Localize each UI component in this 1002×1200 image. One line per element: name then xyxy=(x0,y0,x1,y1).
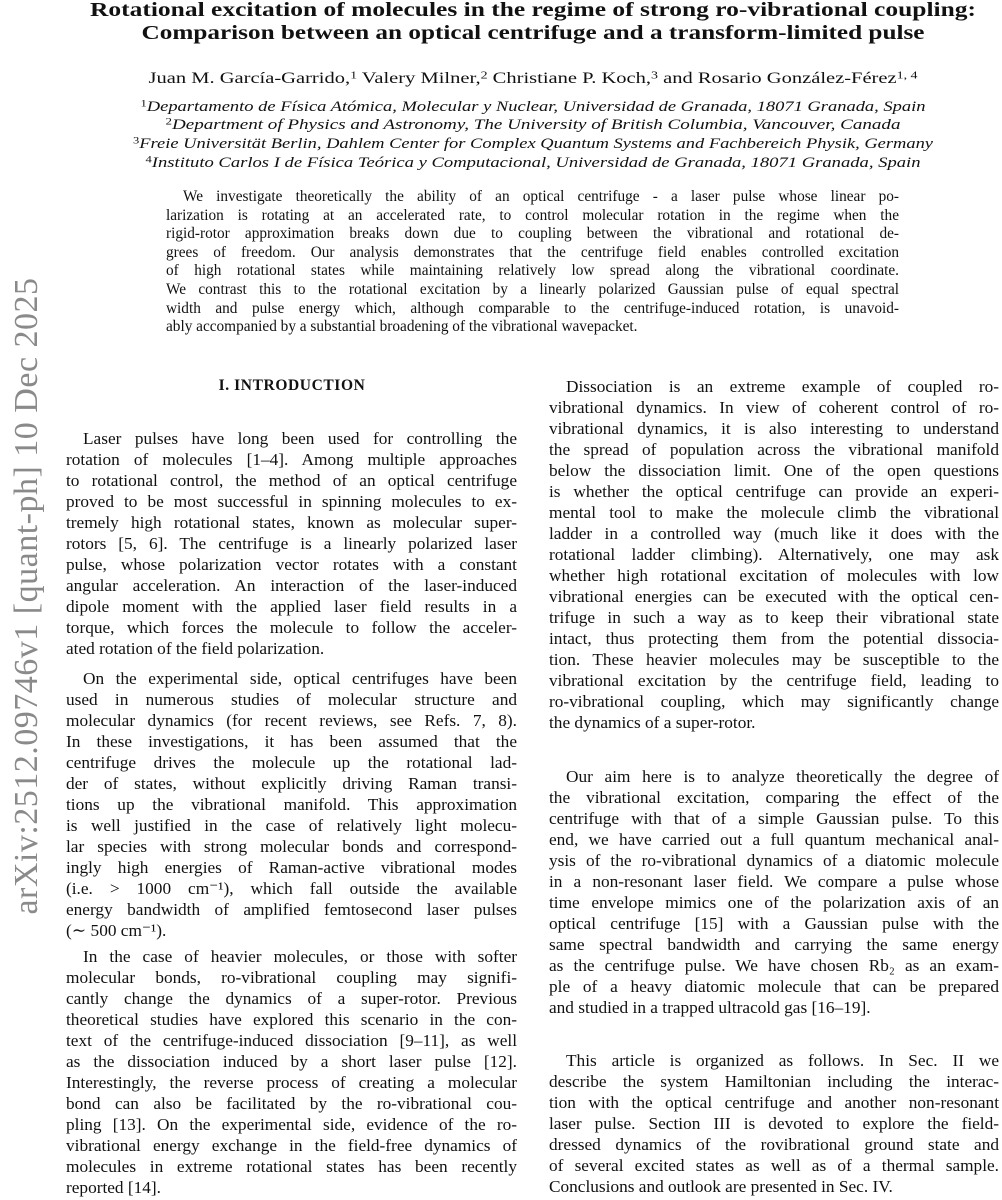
paragraph xyxy=(66,946,517,1198)
text-line: vibrational dynamics. In view of coherent control of ro- xyxy=(549,398,999,417)
affiliation xyxy=(140,98,926,116)
text-line: Laser pulses have long been used for controlling the xyxy=(83,429,517,448)
arxiv-identifier-stamp: arXiv:2512.09746v1 [quant-ph] 10 Dec 2025 xyxy=(8,277,45,915)
affiliation-number: 4 xyxy=(145,154,152,166)
text-line: Interestingly, the reverse process of creating a molecular xyxy=(66,1073,517,1092)
paragraph xyxy=(549,376,999,733)
text-line: time envelope mimics one of the polarization axis of an xyxy=(549,893,999,912)
text-line: Dissociation is an extreme example of coupled ro- xyxy=(566,377,999,396)
affiliation-number: 2 xyxy=(165,116,172,128)
text-line: is whether the optical centrifuge can provide an experi- xyxy=(549,482,999,501)
text-line: end, we have carried out a full quantum mechanical anal- xyxy=(549,830,999,849)
text-line: tremely high rotational states, known as molecular super- xyxy=(66,513,517,532)
text-line: as the dissociation induced by a short laser pulse [12]. xyxy=(66,1052,517,1071)
text-line: On the experimental side, optical centrifuges have been xyxy=(83,669,517,688)
text-line: centrifuge with that of a simple Gaussian pulse. To this xyxy=(549,809,999,828)
text-line: dressed dynamics of the rovibrational ground state and xyxy=(549,1135,999,1154)
paper-title-line-1 xyxy=(90,0,976,22)
text-line: In the case of heavier molecules, or those with softer xyxy=(83,947,517,966)
text-line: lar species with strong molecular bonds and correspond- xyxy=(66,837,517,856)
text-line: molecular dynamics (for recent reviews, see Refs. 7, 8). xyxy=(66,711,517,730)
text-line: text of the centrifuge-induced dissociation [9–11], as well xyxy=(66,1031,517,1050)
affiliation-text xyxy=(146,155,921,172)
text-line: as the centrifuge pulse. We have chosen Rb₂ as an exam- xyxy=(549,956,999,975)
text-line: in a non-resonant laser field. We compare a pulse whose xyxy=(549,872,999,891)
paragraph xyxy=(66,668,517,941)
affiliation-number: 3 xyxy=(133,135,140,147)
text-line: bond can also be facilitated by the ro-vibrational cou- xyxy=(66,1094,517,1113)
text-line: proved to be most successful in spinning molecules to ex- xyxy=(66,492,517,511)
affiliation-name: Freie Universität Berlin, Dahlem Center for Complex Quantum Systems and Fachbereich Physik, Germany xyxy=(139,136,933,152)
paragraph xyxy=(66,428,517,659)
text-line: larization is rotating at an accelerated rate, to control molecular rotation in the regime when the xyxy=(166,206,899,224)
text-line: rotational ladder climbing). Alternatively, one may ask xyxy=(549,545,999,564)
text-line: of several excited states as well as of a thermal sample. xyxy=(549,1156,999,1175)
text-line: of high rotational states while maintaining relatively low spread along the vibrational coordinate. xyxy=(166,262,899,280)
author-affiliation-mark: 1 xyxy=(350,70,358,82)
authors-text xyxy=(149,70,918,88)
affiliation xyxy=(133,135,933,153)
text-line: energy bandwidth of amplified femtosecond laser pulses xyxy=(66,900,517,919)
text-line: Our aim here is to analyze theoretically the degree of xyxy=(566,767,999,786)
author-affiliation-mark: 1, 4 xyxy=(896,70,918,82)
author-name: Christiane P. Koch, xyxy=(487,70,652,87)
text-line: Conclusions and outlook are presented in Sec. IV. xyxy=(549,1177,893,1196)
paragraph xyxy=(549,1050,999,1197)
text-line: angular acceleration. An interaction of the laser-induced xyxy=(66,576,517,595)
text-line: vibrational energy exchange in the field-free dynamics of xyxy=(66,1136,517,1155)
paragraph xyxy=(549,766,999,1018)
text-line: trifuge in such a way as to keep their vibrational state xyxy=(549,608,999,627)
text-line: ably accompanied by a substantial broadening of the vibrational wavepacket. xyxy=(166,318,638,336)
text-line: tions up the vibrational manifold. This approximation xyxy=(66,795,517,814)
affiliation-name: Departamento de Física Atómica, Molecular y Nuclear, Universidad de Granada, 18071 Granada, Spain xyxy=(146,99,926,115)
text-line: pulse, whose polarization vector rotates with a constant xyxy=(66,555,517,574)
paper-title-line-2 xyxy=(141,22,925,45)
affiliation-name: Instituto Carlos I de Física Teórica y Computacional, Universidad de Granada, 18071 Granada, Spain xyxy=(151,155,921,171)
text-line: reported [14]. xyxy=(66,1178,162,1197)
text-line: molecules in extreme rotational states has been recently xyxy=(66,1157,517,1176)
author-affiliation-mark: 2 xyxy=(480,70,488,82)
text-line: rotors [5, 6]. The centrifuge is a linearly polarized laser xyxy=(66,534,517,553)
paper-subtitle: Comparison between an optical centrifuge and a transform-limited pulse xyxy=(141,22,925,44)
affiliation xyxy=(165,116,901,134)
text-line: vibrational energies can be executed with the optical cen- xyxy=(549,587,999,606)
text-line: We contrast this to the rotational excitation by a linearly polarized Gaussian pulse of equal spectral xyxy=(166,280,899,298)
text-line: ro-vibrational coupling, which may significantly change xyxy=(549,692,999,711)
text-line: below the dissociation limit. One of the open questions xyxy=(549,461,999,480)
text-line: ladder in a controlled way (much like it does with the xyxy=(549,524,999,543)
text-line: der of states, without explicitly driving Raman transi- xyxy=(66,774,517,793)
text-line: the dynamics of a super-rotor. xyxy=(549,713,756,732)
text-line: to rotational control, the method of an optical centrifuge xyxy=(66,471,517,490)
text-line: same spectral bandwidth and carrying the same energy xyxy=(549,935,999,954)
text-line: and studied in a trapped ultracold gas [16–19]. xyxy=(549,998,871,1017)
affiliation-text xyxy=(133,136,933,153)
affiliation-number: 1 xyxy=(140,98,147,110)
text-line: tion. These heavier molecules may be susceptible to the xyxy=(549,650,999,669)
text-line: intact, thus protecting them from the potential dissocia- xyxy=(549,629,999,648)
affiliation-text xyxy=(166,117,901,134)
left-column xyxy=(66,428,517,1198)
author-affiliation-mark: 3 xyxy=(651,70,659,82)
text-line: This article is organized as follows. In Sec. II we xyxy=(566,1051,999,1070)
text-line: molecular bonds, ro-vibrational coupling may signifi- xyxy=(66,968,517,987)
text-line: cantly change the dynamics of a super-rotor. Previous xyxy=(66,989,517,1008)
text-line: vibrational dynamics, it is also interesting to understand xyxy=(549,419,999,438)
affiliation xyxy=(145,154,921,172)
text-line: dipole moment with the applied laser field results in a xyxy=(66,597,517,616)
author-name: Juan M. García-Garrido, xyxy=(148,70,351,87)
text-line: centrifuge drives the molecule up the rotational lad- xyxy=(66,753,517,772)
paper-title: Rotational excitation of molecules in the regime of strong ro-vibrational coupling: xyxy=(90,0,976,21)
text-line: is well justified in the case of relatively light molecu- xyxy=(66,816,517,835)
text-line: (∼ 500 cm⁻¹). xyxy=(66,921,167,940)
text-line: ingly high energies of Raman-active vibrational modes xyxy=(66,858,517,877)
text-line: ated rotation of the field polarization. xyxy=(66,639,325,658)
text-line: laser pulse. Section III is devoted to explore the field- xyxy=(549,1114,999,1133)
text-line: We investigate theoretically the ability of an optical centrifuge - a laser pulse whose linear po- xyxy=(183,188,899,205)
author-name: and Rosario González-Férez xyxy=(658,70,897,87)
text-line: pling [13]. On the experimental side, evidence of the ro- xyxy=(66,1115,517,1134)
text-line: the spread of population across the vibrational manifold xyxy=(549,440,999,459)
text-line: the vibrational excitation, comparing the effect of the xyxy=(549,788,999,807)
text-line: describe the system Hamiltonian including the interac- xyxy=(549,1072,999,1091)
text-line: used in numerous studies of molecular structure and xyxy=(66,690,517,709)
affiliation-text xyxy=(141,99,926,116)
text-line: (i.e. > 1000 cm⁻¹), which fall outside the available xyxy=(66,879,517,898)
author-list xyxy=(148,70,918,88)
text-line: theoretical studies have explored this scenario in the con- xyxy=(66,1010,517,1029)
text-line: rotation of molecules [1–4]. Among multiple approaches xyxy=(66,450,517,469)
abstract xyxy=(166,188,899,337)
text-line: ple of a heavy diatomic molecule that can be prepared xyxy=(549,977,999,996)
text-line: ysis of the ro-vibrational dynamics of a diatomic molecule xyxy=(549,851,999,870)
text-line: vibrational excitation by the centrifuge field, leading to xyxy=(549,671,999,690)
affiliation-name: Department of Physics and Astronomy, The University of British Columbia, Vancouver, Canada xyxy=(171,117,901,133)
text-line: mental tool to make the molecule climb the vibrational xyxy=(549,503,999,522)
text-line: torque, which forces the molecule to follow the acceler- xyxy=(66,618,517,637)
text-line: In these investigations, it has been assumed that the xyxy=(66,732,517,751)
text-line: rigid-rotor approximation breaks down due to coupling between the vibrational and rotational de- xyxy=(166,225,899,243)
text-line: optical centrifuge [15] with a Gaussian pulse with the xyxy=(549,914,999,933)
text-line: tion with the optical centrifuge and another non-resonant xyxy=(549,1093,999,1112)
text-line: width and pulse energy which, although comparable to the centrifuge-induced rotation, is unavoid- xyxy=(166,299,899,317)
text-line: whether high rotational excitation of molecules with low xyxy=(549,566,999,585)
section-heading-introduction: I. INTRODUCTION xyxy=(218,377,366,394)
right-column xyxy=(549,376,999,1197)
text-line: grees of freedom. Our analysis demonstrates that the centrifuge field enables controlled excitation xyxy=(166,243,899,261)
author-name: Valery Milner, xyxy=(357,70,481,87)
